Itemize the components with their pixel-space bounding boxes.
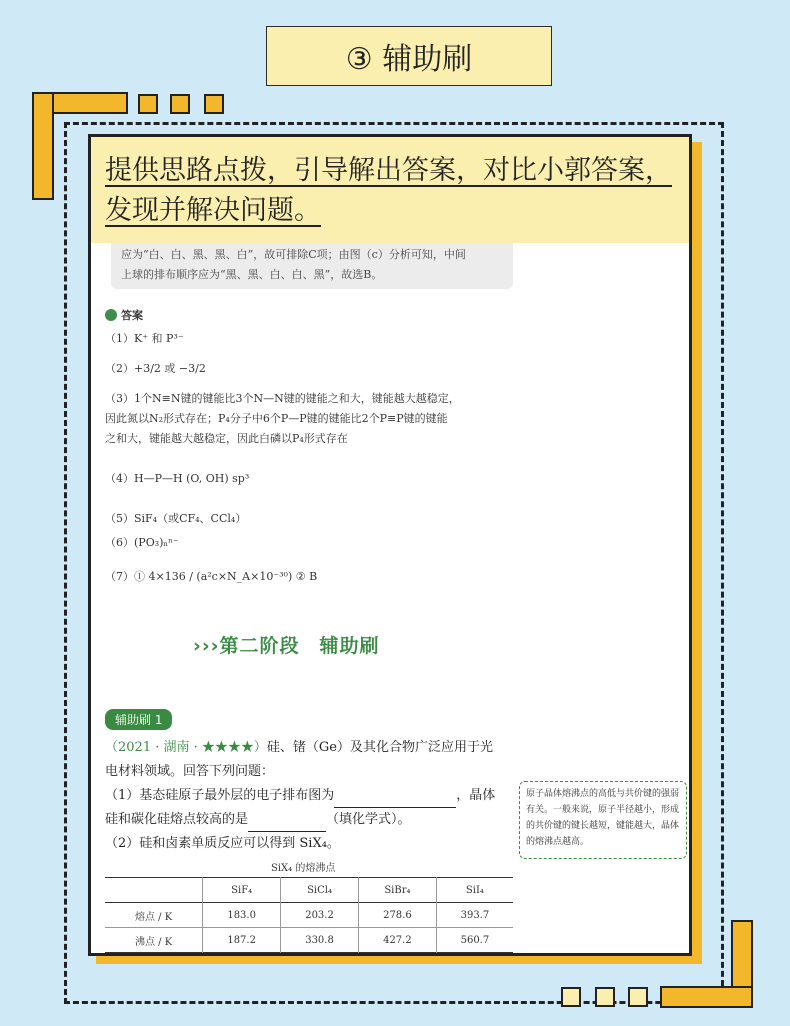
- question-1-text-b: ，晶体: [456, 788, 496, 803]
- answer-label: 答案: [121, 309, 143, 322]
- answer-item: （3）1个N≡N键的键能比3个N—N键的键能之和大，键能越大越稳定，: [105, 392, 460, 405]
- table-cell: 沸点 / K: [135, 936, 173, 948]
- table-cell: 203.2: [281, 903, 359, 928]
- answer-blank-2[interactable]: [248, 809, 326, 832]
- table-header-row: [105, 878, 513, 903]
- table-header: SiCl₄: [281, 878, 359, 903]
- answer-blank-1[interactable]: [334, 785, 456, 808]
- decor-square: [595, 987, 615, 1007]
- table-caption: SiX₄ 的熔沸点: [271, 863, 336, 874]
- frame-corner-bottom-right-horizontal: [660, 986, 753, 1008]
- question-1-text-c: 硅和碳化硅熔点较高的是: [105, 812, 249, 827]
- stage-title: ›››第二阶段 辅助刷: [193, 635, 380, 657]
- frame-corner-top-left-vertical: [32, 92, 54, 200]
- book-page: [88, 134, 692, 956]
- decor-square: [628, 987, 648, 1007]
- table-cell: 393.7: [436, 903, 513, 928]
- question-intro-text: 硅、锗（Ge）及其化合物广泛应用于光: [266, 740, 493, 755]
- question-1-line-2: [105, 809, 411, 832]
- table-header: SiBr₄: [358, 878, 436, 903]
- answer-item: （7）① 4×136 / (a²c×N_A×10⁻³⁰) ② B: [105, 570, 318, 583]
- decor-square: [204, 94, 224, 114]
- table-header: SiF₄: [203, 878, 281, 903]
- question-intro: [105, 737, 493, 759]
- hint-line: 上球的排布顺序应为“黑、黑、白、白、黑”，故选B。: [121, 268, 383, 281]
- table-row: [105, 928, 513, 953]
- answer-item: （1）K⁺ 和 P³⁻: [105, 332, 184, 345]
- table-row: [105, 903, 513, 928]
- table-cell: 330.8: [281, 928, 359, 953]
- decor-square: [561, 987, 581, 1007]
- callout-band: [91, 137, 689, 243]
- answer-item: （6）(PO₃)ₙⁿ⁻: [105, 536, 179, 549]
- answer-icon: [105, 309, 117, 321]
- table-cell: 278.6: [358, 903, 436, 928]
- answer-item: 因此氮以N₂形式存在；P₄分子中6个P—P键的键能比2个P≡P键的键能: [105, 412, 448, 425]
- answer-item: （5）SiF₄（或CF₄、CCl₄）: [105, 512, 247, 525]
- table-cell: 560.7: [436, 928, 513, 953]
- side-note: 原子晶体熔沸点的高低与共价键的强弱有关。一般来说，原子半径越小，形成的共价键的键长越短，键能越大，晶体的熔沸点越高。: [519, 781, 687, 859]
- table-header: [105, 878, 203, 903]
- question-source: （2021 · 湖南 · ★★★★）: [105, 740, 267, 755]
- question-1-line-1: [105, 785, 495, 808]
- table-cell: 427.2: [358, 928, 436, 953]
- question-intro-2: 电材料领域。回答下列问题：: [105, 764, 275, 779]
- callout-text: 提供思路点拨，引导解出答案，对比小郭答案，发现并解决问题。: [105, 155, 672, 226]
- page-title: ③ 辅助刷: [266, 26, 552, 86]
- table-cell: 187.2: [203, 928, 281, 953]
- exercise-badge: 辅助刷 1: [105, 709, 172, 730]
- answer-item: 之和大，键能越大越稳定，因此白磷以P₄形式存在: [105, 432, 348, 445]
- table-cell: 183.0: [203, 903, 281, 928]
- data-table: [105, 877, 513, 953]
- decor-square: [170, 94, 190, 114]
- answer-item: （2）+3/2 或 −3/2: [105, 362, 206, 375]
- hint-box: [111, 243, 513, 289]
- answer-item: （4）H—P—H (O, OH) sp³: [105, 472, 250, 485]
- decor-square: [138, 94, 158, 114]
- table-cell: 熔点 / K: [135, 911, 173, 923]
- table-header: SiI₄: [436, 878, 513, 903]
- question-2: （2）硅和卤素单质反应可以得到 SiX₄。: [105, 836, 340, 851]
- answer-heading: [105, 307, 143, 323]
- hint-line: 应为“白、白、黑、黑、白”，故可排除C项；由图（c）分析可知，中间: [121, 248, 466, 261]
- question-1-text: （1）基态硅原子最外层的电子排布图为: [105, 788, 335, 803]
- question-1-text-d: （填化学式）。: [326, 812, 411, 827]
